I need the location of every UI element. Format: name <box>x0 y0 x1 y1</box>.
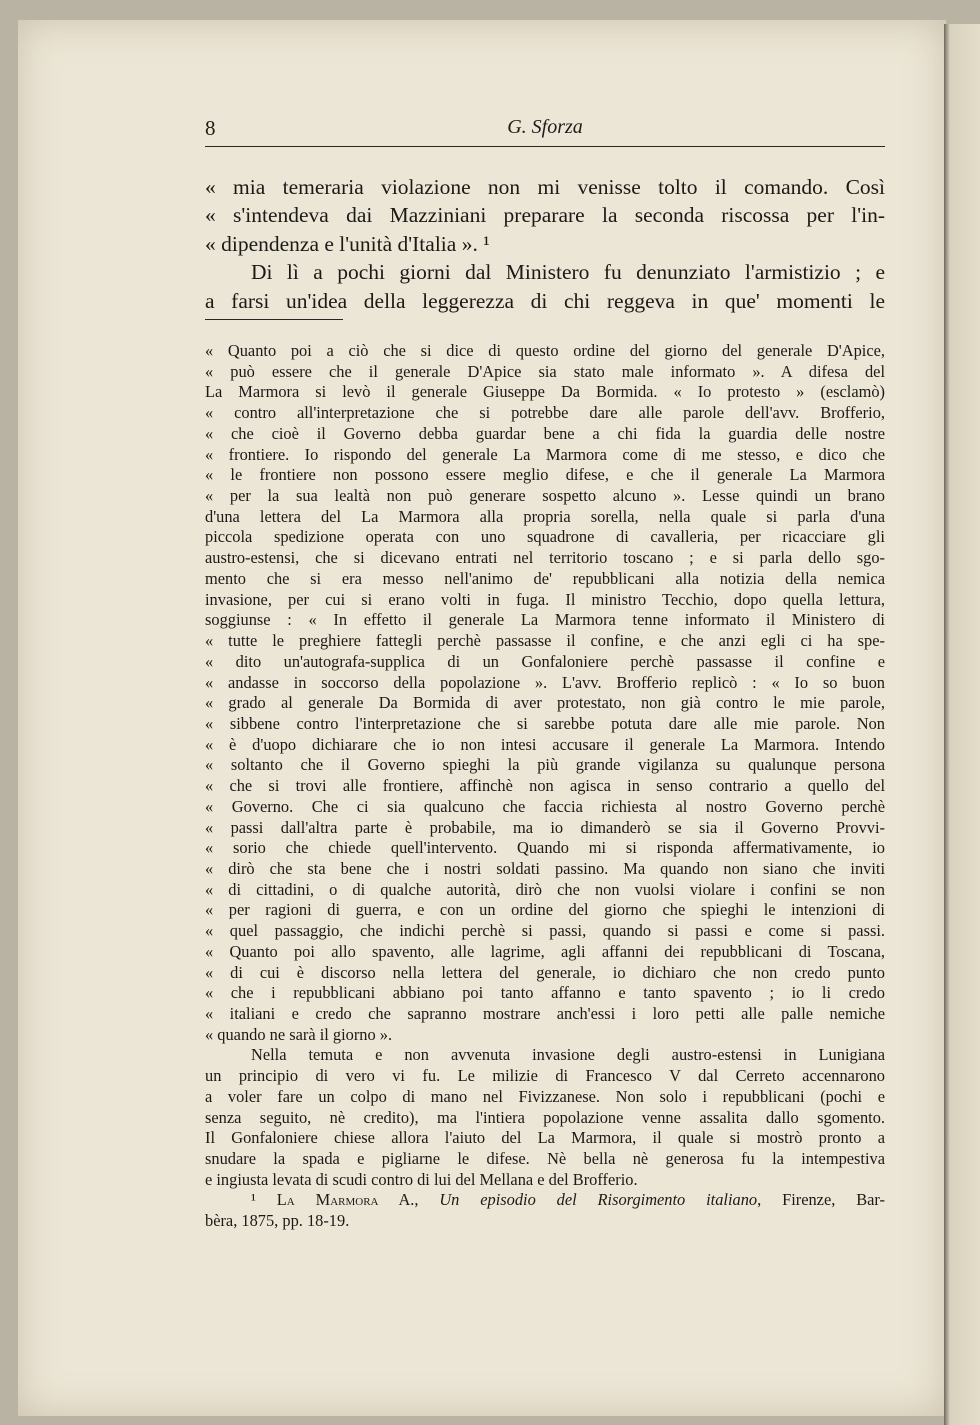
footnote-marker: ¹ <box>251 1190 256 1210</box>
text-line: La Marmora si levò il generale Giuseppe Da Bormida. « Io protesto » (esclamò) <box>205 382 885 402</box>
text-line: « Governo. Che ci sia qualcuno che faccia richiesta al nostro Governo perchè <box>205 796 885 816</box>
text-line: « mia temeraria violazione non mi venisse tolto il comando. Così <box>205 175 885 199</box>
footnote-separator: , <box>414 1190 440 1210</box>
text-line: « per la sua lealtà non può generare sospetto alcuno ». Lesse quindi un brano <box>205 486 885 506</box>
text-line: « frontiere. Io rispondo del generale La Marmora come di me stesso, e dico che <box>205 444 885 464</box>
text-line: senza seguito, nè credito), ma l'intiera popolazione venne assalita dallo sgomento. <box>205 1107 885 1127</box>
footnote-line-2: bèra, 1875, pp. 18-19. <box>205 1211 350 1231</box>
text-line: a farsi un'idea della leggerezza di chi reggeva in que' momenti le <box>205 288 885 313</box>
text-line: « è d'uopo dichiarare che io non intesi accusare il generale La Marmora. Intendo <box>205 734 885 754</box>
text-line: « di cui è discorso nella lettera del generale, io dichiaro che non credo punto <box>205 962 885 982</box>
next-page-edge <box>944 24 980 1425</box>
text-line: « Quanto poi allo spavento, alle lagrime, agli affanni dei repubblicani di Toscana, <box>205 941 885 961</box>
text-line: « quel passaggio, che indichi perchè si passi, quando si passi e come si passi. <box>205 921 885 941</box>
text-line: « grado al generale Da Bormida di aver protestato, non già contro le mie parole, <box>205 693 885 713</box>
text-line: Di lì a pochi giorni dal Ministero fu denunziato l'armistizio ; e <box>251 260 885 285</box>
text-line: « dipendenza e l'unità d'Italia ». ¹ <box>205 231 490 256</box>
note-text <box>205 341 885 1232</box>
text-line: snudare la spada e pigliarne le difese. Nè bella nè generosa fu la intempestiva <box>205 1149 885 1169</box>
text-line: Il Gonfaloniere chiese allora l'aiuto del La Marmora, il quale si mostrò pronto a <box>205 1128 885 1148</box>
running-head: G. Sforza <box>507 116 583 138</box>
footnote-author: La Marmora A. <box>276 1190 415 1210</box>
footnote-publisher: , Firenze, Bar- <box>757 1190 885 1210</box>
text-line: « che i repubblicani abbiano poi tanto affanno e tanto spavento ; io li credo <box>205 983 885 1003</box>
text-line: « contro all'interpretazione che si potrebbe dare alle parole dell'avv. Brofferio, <box>205 403 885 423</box>
text-line: d'una lettera del La Marmora alla propria sorella, nella quale si parla d'una <box>205 506 885 526</box>
text-line: « può essere che il generale D'Apice sia stato male informato ». A difesa del <box>205 361 885 381</box>
text-line: Nella temuta e non avvenuta invasione degli austro-estensi in Lunigiana <box>251 1045 885 1065</box>
text-line: « le frontiere non possono essere meglio difese, e che il generale La Marmora <box>205 465 885 485</box>
text-line: « s'intendeva dai Mazziniani preparare la seconda riscossa per l'in- <box>205 203 885 228</box>
page-header <box>205 116 885 147</box>
text-line: e ingiusta levata di scudi contro di lui del Mellana e del Brofferio. <box>205 1169 638 1189</box>
footnote <box>205 1190 885 1211</box>
text-line: « che cioè il Governo debba guardar bene a chi fida la guardia delle nostre <box>205 423 885 443</box>
text-line: « per ragioni di guerra, e con un ordine del giorno che spieghi le intenzioni di <box>205 900 885 920</box>
text-line: un principio di vero vi fu. Le milizie di Francesco V dal Cerreto accennarono <box>205 1066 885 1086</box>
text-line: « dirò che sta bene che i nostri soldati passino. Ma quando non siano che inviti <box>205 858 885 878</box>
text-line: « passi dall'altra parte è probabile, ma io dimanderò se sia il Governo Provvi- <box>205 817 885 837</box>
text-line: « quando ne sarà il giorno ». <box>205 1024 393 1044</box>
text-line: « sibbene contro l'interpretazione che si sarebbe potuta dare alle mie parole. Non <box>205 713 885 733</box>
text-line: « soltanto che il Governo spieghi la più grande vigilanza su qualunque persona <box>205 755 885 775</box>
text-line: « italiani e credo che sapranno mostrare anch'essi i loro petti alle palle nemiche <box>205 1004 885 1023</box>
footnote-title: Un episodio del Risorgimento italiano <box>439 1190 758 1210</box>
text-line: piccola spedizione operata con uno squadrone di cavalleria, per ricacciare gli <box>205 527 885 547</box>
main-text <box>205 173 885 315</box>
text-line: soggiunse : « In effetto il generale La Marmora tenne informato il Ministero di <box>205 610 885 630</box>
footnote-rule <box>205 319 343 320</box>
text-line: a voler fare un colpo di mano nel Fivizzanese. Non solo i repubblicani (pochi e <box>205 1086 885 1106</box>
text-line: invasione, per cui si erano volti in fuga. Il ministro Tecchio, dopo quella lettura, <box>205 589 885 609</box>
text-line: « di cittadini, o di qualche autorità, dirò che non vuolsi violare i confini se non <box>205 879 885 899</box>
text-line: « tutte le preghiere fattegli perchè passasse il confine, e che anzi egli ci ha spe- <box>205 631 885 651</box>
text-line: « che si trovi alle frontiere, affinchè non agisca in senso contrario a quello del <box>205 776 885 796</box>
text-line: mento che si era messo nell'animo de' repubblicani alla notizia della nemica <box>205 568 885 588</box>
note-lines <box>205 341 885 1190</box>
text-line: « sorio che chiede quell'intervento. Quando mi si risponda affermativamente, io <box>205 838 885 858</box>
text-line: austro-estensi, che si dicevano entrati nel territorio toscano ; e si parla dello sgo- <box>205 548 885 568</box>
text-line: « andasse in soccorso della popolazione ». L'avv. Brofferio replicò : « Io so buon <box>205 672 885 692</box>
text-line: « Quanto poi a ciò che si dice di questo ordine del giorno del generale D'Apice, <box>205 341 885 360</box>
text-line: « dito un'autografa-supplica di un Gonfaloniere perchè passasse il confine e <box>205 651 885 671</box>
page-number: 8 <box>205 116 216 140</box>
